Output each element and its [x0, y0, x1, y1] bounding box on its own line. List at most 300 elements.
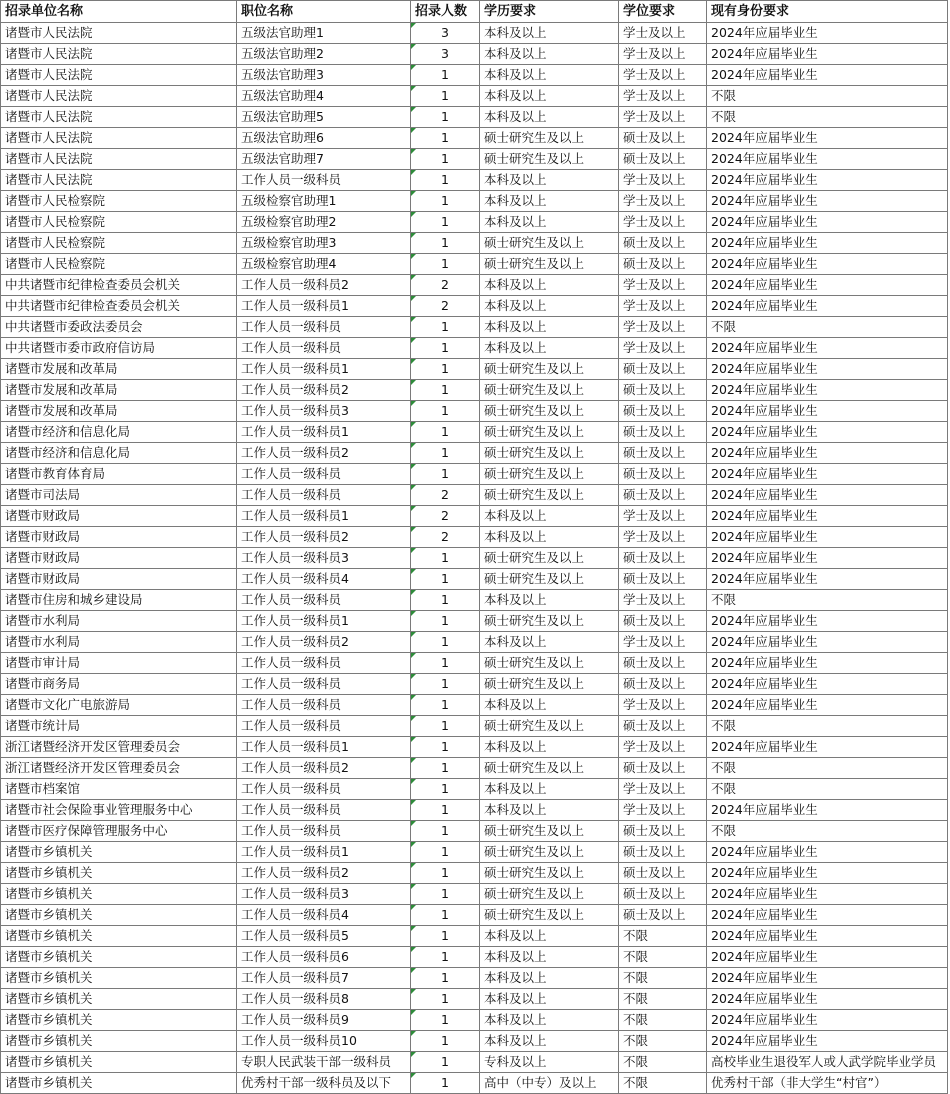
cell-degree[interactable]: 不限	[619, 989, 707, 1010]
cell-status[interactable]: 不限	[707, 107, 948, 128]
cell-position[interactable]: 工作人员一级科员1	[237, 737, 411, 758]
cell-position[interactable]: 工作人员一级科员5	[237, 926, 411, 947]
cell-unit[interactable]: 诸暨市乡镇机关	[1, 989, 237, 1010]
cell-degree[interactable]: 硕士及以上	[619, 443, 707, 464]
cell-position[interactable]: 五级检察官助理2	[237, 212, 411, 233]
cell-degree[interactable]: 学士及以上	[619, 107, 707, 128]
cell-education[interactable]: 本科及以上	[480, 317, 619, 338]
cell-position[interactable]: 工作人员一级科员8	[237, 989, 411, 1010]
cell-count[interactable]: 1	[411, 653, 480, 674]
cell-status[interactable]: 2024年应届毕业生	[707, 1010, 948, 1031]
cell-position[interactable]: 工作人员一级科员7	[237, 968, 411, 989]
cell-unit[interactable]: 诸暨市人民法院	[1, 128, 237, 149]
cell-unit[interactable]: 诸暨市发展和改革局	[1, 359, 237, 380]
cell-position[interactable]: 工作人员一级科员	[237, 653, 411, 674]
cell-unit[interactable]: 诸暨市人民法院	[1, 170, 237, 191]
cell-unit[interactable]: 诸暨市人民法院	[1, 149, 237, 170]
cell-count[interactable]: 1	[411, 800, 480, 821]
cell-status[interactable]: 2024年应届毕业生	[707, 23, 948, 44]
cell-status[interactable]: 不限	[707, 821, 948, 842]
cell-count[interactable]: 1	[411, 338, 480, 359]
cell-education[interactable]: 硕士研究生及以上	[480, 569, 619, 590]
cell-position[interactable]: 工作人员一级科员	[237, 800, 411, 821]
cell-degree[interactable]: 硕士及以上	[619, 128, 707, 149]
cell-degree[interactable]: 硕士及以上	[619, 611, 707, 632]
cell-position[interactable]: 工作人员一级科员1	[237, 611, 411, 632]
cell-count[interactable]: 1	[411, 464, 480, 485]
cell-status[interactable]: 2024年应届毕业生	[707, 401, 948, 422]
cell-count[interactable]: 1	[411, 149, 480, 170]
cell-position[interactable]: 五级法官助理1	[237, 23, 411, 44]
cell-degree[interactable]: 硕士及以上	[619, 569, 707, 590]
cell-education[interactable]: 硕士研究生及以上	[480, 716, 619, 737]
cell-status[interactable]: 2024年应届毕业生	[707, 380, 948, 401]
cell-position[interactable]: 工作人员一级科员1	[237, 296, 411, 317]
cell-status[interactable]: 高校毕业生退役军人或人武学院毕业学员	[707, 1052, 948, 1073]
cell-degree[interactable]: 学士及以上	[619, 338, 707, 359]
cell-count[interactable]: 1	[411, 905, 480, 926]
cell-unit[interactable]: 诸暨市人民法院	[1, 65, 237, 86]
cell-education[interactable]: 本科及以上	[480, 44, 619, 65]
cell-position[interactable]: 五级法官助理6	[237, 128, 411, 149]
cell-education[interactable]: 硕士研究生及以上	[480, 443, 619, 464]
cell-count[interactable]: 1	[411, 1052, 480, 1073]
cell-degree[interactable]: 学士及以上	[619, 590, 707, 611]
cell-count[interactable]: 1	[411, 317, 480, 338]
cell-position[interactable]: 工作人员一级科员4	[237, 569, 411, 590]
cell-unit[interactable]: 诸暨市财政局	[1, 548, 237, 569]
cell-count[interactable]: 1	[411, 254, 480, 275]
cell-status[interactable]: 2024年应届毕业生	[707, 863, 948, 884]
cell-count[interactable]: 1	[411, 947, 480, 968]
cell-degree[interactable]: 硕士及以上	[619, 233, 707, 254]
cell-unit[interactable]: 诸暨市人民法院	[1, 86, 237, 107]
cell-education[interactable]: 本科及以上	[480, 212, 619, 233]
cell-position[interactable]: 工作人员一级科员4	[237, 905, 411, 926]
cell-education[interactable]: 专科及以上	[480, 1052, 619, 1073]
cell-education[interactable]: 硕士研究生及以上	[480, 863, 619, 884]
cell-status[interactable]: 2024年应届毕业生	[707, 905, 948, 926]
cell-status[interactable]: 2024年应届毕业生	[707, 653, 948, 674]
header-degree[interactable]: 学位要求	[619, 1, 707, 23]
cell-unit[interactable]: 诸暨市乡镇机关	[1, 884, 237, 905]
cell-unit[interactable]: 浙江诸暨经济开发区管理委员会	[1, 737, 237, 758]
cell-position[interactable]: 工作人员一级科员	[237, 317, 411, 338]
cell-education[interactable]: 本科及以上	[480, 926, 619, 947]
cell-unit[interactable]: 中共诸暨市委市政府信访局	[1, 338, 237, 359]
cell-unit[interactable]: 诸暨市人民检察院	[1, 254, 237, 275]
cell-position[interactable]: 工作人员一级科员2	[237, 632, 411, 653]
cell-education[interactable]: 硕士研究生及以上	[480, 758, 619, 779]
cell-unit[interactable]: 诸暨市乡镇机关	[1, 905, 237, 926]
cell-education[interactable]: 硕士研究生及以上	[480, 842, 619, 863]
cell-unit[interactable]: 诸暨市文化广电旅游局	[1, 695, 237, 716]
cell-position[interactable]: 五级检察官助理4	[237, 254, 411, 275]
cell-position[interactable]: 工作人员一级科员	[237, 674, 411, 695]
cell-education[interactable]: 本科及以上	[480, 107, 619, 128]
cell-unit[interactable]: 诸暨市商务局	[1, 674, 237, 695]
cell-degree[interactable]: 硕士及以上	[619, 758, 707, 779]
cell-status[interactable]: 2024年应届毕业生	[707, 191, 948, 212]
cell-unit[interactable]: 诸暨市乡镇机关	[1, 968, 237, 989]
cell-status[interactable]: 2024年应届毕业生	[707, 65, 948, 86]
cell-degree[interactable]: 硕士及以上	[619, 548, 707, 569]
cell-education[interactable]: 本科及以上	[480, 968, 619, 989]
cell-degree[interactable]: 学士及以上	[619, 527, 707, 548]
cell-education[interactable]: 硕士研究生及以上	[480, 128, 619, 149]
cell-education[interactable]: 硕士研究生及以上	[480, 611, 619, 632]
cell-unit[interactable]: 诸暨市财政局	[1, 506, 237, 527]
cell-position[interactable]: 工作人员一级科员2	[237, 527, 411, 548]
cell-position[interactable]: 工作人员一级科员2	[237, 758, 411, 779]
cell-degree[interactable]: 硕士及以上	[619, 716, 707, 737]
cell-unit[interactable]: 诸暨市人民检察院	[1, 191, 237, 212]
cell-degree[interactable]: 学士及以上	[619, 65, 707, 86]
cell-count[interactable]: 2	[411, 527, 480, 548]
cell-position[interactable]: 工作人员一级科员1	[237, 422, 411, 443]
cell-degree[interactable]: 硕士及以上	[619, 254, 707, 275]
cell-degree[interactable]: 硕士及以上	[619, 149, 707, 170]
cell-status[interactable]: 优秀村干部（非大学生“村官”）	[707, 1073, 948, 1094]
cell-unit[interactable]: 中共诸暨市纪律检查委员会机关	[1, 275, 237, 296]
cell-unit[interactable]: 诸暨市发展和改革局	[1, 401, 237, 422]
cell-education[interactable]: 高中（中专）及以上	[480, 1073, 619, 1094]
cell-position[interactable]: 工作人员一级科员2	[237, 443, 411, 464]
cell-status[interactable]: 2024年应届毕业生	[707, 884, 948, 905]
cell-unit[interactable]: 诸暨市财政局	[1, 527, 237, 548]
cell-status[interactable]: 2024年应届毕业生	[707, 632, 948, 653]
cell-status[interactable]: 2024年应届毕业生	[707, 464, 948, 485]
cell-education[interactable]: 硕士研究生及以上	[480, 674, 619, 695]
cell-position[interactable]: 工作人员一级科员	[237, 485, 411, 506]
cell-status[interactable]: 2024年应届毕业生	[707, 842, 948, 863]
cell-position[interactable]: 工作人员一级科员10	[237, 1031, 411, 1052]
cell-status[interactable]: 2024年应届毕业生	[707, 128, 948, 149]
cell-position[interactable]: 五级法官助理5	[237, 107, 411, 128]
cell-count[interactable]: 2	[411, 275, 480, 296]
cell-unit[interactable]: 诸暨市水利局	[1, 611, 237, 632]
cell-status[interactable]: 2024年应届毕业生	[707, 485, 948, 506]
cell-count[interactable]: 1	[411, 107, 480, 128]
cell-degree[interactable]: 硕士及以上	[619, 422, 707, 443]
cell-status[interactable]: 2024年应届毕业生	[707, 527, 948, 548]
cell-position[interactable]: 工作人员一级科员2	[237, 863, 411, 884]
cell-unit[interactable]: 诸暨市档案馆	[1, 779, 237, 800]
cell-degree[interactable]: 学士及以上	[619, 191, 707, 212]
cell-degree[interactable]: 硕士及以上	[619, 842, 707, 863]
cell-education[interactable]: 本科及以上	[480, 65, 619, 86]
cell-degree[interactable]: 学士及以上	[619, 695, 707, 716]
cell-unit[interactable]: 中共诸暨市纪律检查委员会机关	[1, 296, 237, 317]
cell-unit[interactable]: 诸暨市教育体育局	[1, 464, 237, 485]
cell-count[interactable]: 1	[411, 779, 480, 800]
cell-degree[interactable]: 学士及以上	[619, 275, 707, 296]
header-unit[interactable]: 招录单位名称	[1, 1, 237, 23]
cell-degree[interactable]: 硕士及以上	[619, 863, 707, 884]
cell-education[interactable]: 硕士研究生及以上	[480, 380, 619, 401]
cell-count[interactable]: 1	[411, 233, 480, 254]
cell-count[interactable]: 1	[411, 884, 480, 905]
cell-position[interactable]: 工作人员一级科员	[237, 695, 411, 716]
cell-status[interactable]: 2024年应届毕业生	[707, 254, 948, 275]
cell-unit[interactable]: 诸暨市发展和改革局	[1, 380, 237, 401]
cell-count[interactable]: 1	[411, 716, 480, 737]
cell-position[interactable]: 工作人员一级科员9	[237, 1010, 411, 1031]
cell-education[interactable]: 硕士研究生及以上	[480, 254, 619, 275]
cell-count[interactable]: 1	[411, 1031, 480, 1052]
header-status[interactable]: 现有身份要求	[707, 1, 948, 23]
cell-unit[interactable]: 诸暨市水利局	[1, 632, 237, 653]
cell-unit[interactable]: 诸暨市人民法院	[1, 44, 237, 65]
cell-position[interactable]: 工作人员一级科员	[237, 338, 411, 359]
cell-unit[interactable]: 诸暨市乡镇机关	[1, 863, 237, 884]
cell-unit[interactable]: 中共诸暨市委政法委员会	[1, 317, 237, 338]
cell-status[interactable]: 2024年应届毕业生	[707, 338, 948, 359]
cell-status[interactable]: 2024年应届毕业生	[707, 296, 948, 317]
cell-position[interactable]: 工作人员一级科员1	[237, 359, 411, 380]
cell-count[interactable]: 1	[411, 926, 480, 947]
cell-status[interactable]: 2024年应届毕业生	[707, 674, 948, 695]
cell-degree[interactable]: 学士及以上	[619, 170, 707, 191]
cell-unit[interactable]: 诸暨市乡镇机关	[1, 947, 237, 968]
cell-education[interactable]: 本科及以上	[480, 1010, 619, 1031]
cell-count[interactable]: 1	[411, 863, 480, 884]
cell-degree[interactable]: 不限	[619, 1073, 707, 1094]
cell-count[interactable]: 1	[411, 401, 480, 422]
cell-count[interactable]: 1	[411, 65, 480, 86]
header-count[interactable]: 招录人数	[411, 1, 480, 23]
cell-degree[interactable]: 不限	[619, 968, 707, 989]
cell-unit[interactable]: 诸暨市乡镇机关	[1, 926, 237, 947]
cell-position[interactable]: 工作人员一级科员	[237, 779, 411, 800]
cell-education[interactable]: 本科及以上	[480, 506, 619, 527]
cell-count[interactable]: 1	[411, 443, 480, 464]
cell-status[interactable]: 2024年应届毕业生	[707, 737, 948, 758]
cell-degree[interactable]: 不限	[619, 926, 707, 947]
cell-education[interactable]: 本科及以上	[480, 947, 619, 968]
cell-unit[interactable]: 诸暨市乡镇机关	[1, 1031, 237, 1052]
cell-education[interactable]: 本科及以上	[480, 170, 619, 191]
cell-education[interactable]: 硕士研究生及以上	[480, 422, 619, 443]
cell-count[interactable]: 1	[411, 674, 480, 695]
cell-unit[interactable]: 诸暨市财政局	[1, 569, 237, 590]
cell-degree[interactable]: 学士及以上	[619, 779, 707, 800]
cell-education[interactable]: 本科及以上	[480, 527, 619, 548]
cell-count[interactable]: 1	[411, 569, 480, 590]
cell-count[interactable]: 1	[411, 590, 480, 611]
cell-degree[interactable]: 学士及以上	[619, 737, 707, 758]
cell-status[interactable]: 2024年应届毕业生	[707, 233, 948, 254]
cell-degree[interactable]: 学士及以上	[619, 800, 707, 821]
cell-unit[interactable]: 诸暨市司法局	[1, 485, 237, 506]
cell-count[interactable]: 1	[411, 737, 480, 758]
cell-unit[interactable]: 诸暨市统计局	[1, 716, 237, 737]
cell-count[interactable]: 1	[411, 128, 480, 149]
cell-degree[interactable]: 学士及以上	[619, 506, 707, 527]
cell-degree[interactable]: 学士及以上	[619, 212, 707, 233]
cell-position[interactable]: 工作人员一级科员	[237, 716, 411, 737]
cell-status[interactable]: 2024年应届毕业生	[707, 968, 948, 989]
cell-position[interactable]: 五级检察官助理3	[237, 233, 411, 254]
cell-degree[interactable]: 学士及以上	[619, 86, 707, 107]
cell-count[interactable]: 1	[411, 86, 480, 107]
cell-education[interactable]: 本科及以上	[480, 23, 619, 44]
cell-position[interactable]: 工作人员一级科员	[237, 821, 411, 842]
cell-unit[interactable]: 诸暨市医疗保障管理服务中心	[1, 821, 237, 842]
cell-degree[interactable]: 硕士及以上	[619, 485, 707, 506]
cell-unit[interactable]: 诸暨市人民检察院	[1, 233, 237, 254]
cell-education[interactable]: 本科及以上	[480, 695, 619, 716]
cell-status[interactable]: 2024年应届毕业生	[707, 506, 948, 527]
cell-unit[interactable]: 诸暨市人民法院	[1, 23, 237, 44]
cell-status[interactable]: 2024年应届毕业生	[707, 569, 948, 590]
cell-count[interactable]: 2	[411, 485, 480, 506]
cell-education[interactable]: 硕士研究生及以上	[480, 548, 619, 569]
cell-status[interactable]: 2024年应届毕业生	[707, 989, 948, 1010]
cell-education[interactable]: 本科及以上	[480, 275, 619, 296]
cell-position[interactable]: 工作人员一级科员1	[237, 842, 411, 863]
cell-position[interactable]: 五级法官助理7	[237, 149, 411, 170]
cell-position[interactable]: 优秀村干部一级科员及以下	[237, 1073, 411, 1094]
cell-degree[interactable]: 不限	[619, 947, 707, 968]
cell-degree[interactable]: 硕士及以上	[619, 464, 707, 485]
cell-education[interactable]: 本科及以上	[480, 338, 619, 359]
cell-position[interactable]: 五级法官助理4	[237, 86, 411, 107]
cell-position[interactable]: 五级检察官助理1	[237, 191, 411, 212]
cell-unit[interactable]: 诸暨市人民法院	[1, 107, 237, 128]
cell-degree[interactable]: 不限	[619, 1052, 707, 1073]
cell-education[interactable]: 硕士研究生及以上	[480, 233, 619, 254]
cell-count[interactable]: 1	[411, 821, 480, 842]
cell-degree[interactable]: 硕士及以上	[619, 821, 707, 842]
cell-count[interactable]: 1	[411, 191, 480, 212]
cell-count[interactable]: 2	[411, 296, 480, 317]
cell-degree[interactable]: 硕士及以上	[619, 674, 707, 695]
cell-status[interactable]: 2024年应届毕业生	[707, 611, 948, 632]
cell-degree[interactable]: 学士及以上	[619, 632, 707, 653]
cell-count[interactable]: 1	[411, 170, 480, 191]
cell-position[interactable]: 五级法官助理3	[237, 65, 411, 86]
cell-education[interactable]: 本科及以上	[480, 86, 619, 107]
cell-education[interactable]: 本科及以上	[480, 1031, 619, 1052]
cell-education[interactable]: 硕士研究生及以上	[480, 464, 619, 485]
cell-count[interactable]: 1	[411, 989, 480, 1010]
cell-count[interactable]: 1	[411, 758, 480, 779]
cell-status[interactable]: 2024年应届毕业生	[707, 695, 948, 716]
cell-status[interactable]: 2024年应届毕业生	[707, 170, 948, 191]
cell-count[interactable]: 1	[411, 422, 480, 443]
cell-count[interactable]: 1	[411, 632, 480, 653]
cell-status[interactable]: 2024年应届毕业生	[707, 359, 948, 380]
cell-education[interactable]: 硕士研究生及以上	[480, 905, 619, 926]
cell-status[interactable]: 2024年应届毕业生	[707, 926, 948, 947]
cell-degree[interactable]: 硕士及以上	[619, 359, 707, 380]
header-education[interactable]: 学历要求	[480, 1, 619, 23]
cell-position[interactable]: 工作人员一级科员3	[237, 548, 411, 569]
cell-position[interactable]: 工作人员一级科员2	[237, 275, 411, 296]
cell-degree[interactable]: 硕士及以上	[619, 905, 707, 926]
cell-status[interactable]: 2024年应届毕业生	[707, 149, 948, 170]
cell-count[interactable]: 1	[411, 1010, 480, 1031]
cell-unit[interactable]: 诸暨市住房和城乡建设局	[1, 590, 237, 611]
cell-status[interactable]: 2024年应届毕业生	[707, 443, 948, 464]
cell-position[interactable]: 工作人员一级科员6	[237, 947, 411, 968]
cell-unit[interactable]: 诸暨市人民检察院	[1, 212, 237, 233]
cell-unit[interactable]: 诸暨市审计局	[1, 653, 237, 674]
cell-education[interactable]: 本科及以上	[480, 632, 619, 653]
cell-status[interactable]: 2024年应届毕业生	[707, 44, 948, 65]
cell-degree[interactable]: 学士及以上	[619, 317, 707, 338]
cell-position[interactable]: 专职人民武装干部一级科员	[237, 1052, 411, 1073]
cell-status[interactable]: 不限	[707, 716, 948, 737]
cell-unit[interactable]: 诸暨市乡镇机关	[1, 1052, 237, 1073]
cell-status[interactable]: 不限	[707, 317, 948, 338]
cell-count[interactable]: 3	[411, 44, 480, 65]
cell-position[interactable]: 工作人员一级科员3	[237, 401, 411, 422]
cell-status[interactable]: 2024年应届毕业生	[707, 275, 948, 296]
header-position[interactable]: 职位名称	[237, 1, 411, 23]
cell-education[interactable]: 本科及以上	[480, 989, 619, 1010]
cell-status[interactable]: 2024年应届毕业生	[707, 548, 948, 569]
cell-count[interactable]: 1	[411, 212, 480, 233]
cell-unit[interactable]: 诸暨市乡镇机关	[1, 842, 237, 863]
cell-status[interactable]: 2024年应届毕业生	[707, 212, 948, 233]
cell-position[interactable]: 工作人员一级科员1	[237, 506, 411, 527]
cell-count[interactable]: 1	[411, 548, 480, 569]
cell-education[interactable]: 硕士研究生及以上	[480, 821, 619, 842]
cell-count[interactable]: 3	[411, 23, 480, 44]
cell-unit[interactable]: 诸暨市乡镇机关	[1, 1010, 237, 1031]
cell-position[interactable]: 工作人员一级科员	[237, 590, 411, 611]
cell-unit[interactable]: 诸暨市社会保险事业管理服务中心	[1, 800, 237, 821]
cell-education[interactable]: 本科及以上	[480, 779, 619, 800]
cell-education[interactable]: 硕士研究生及以上	[480, 485, 619, 506]
cell-status[interactable]: 不限	[707, 779, 948, 800]
cell-position[interactable]: 五级法官助理2	[237, 44, 411, 65]
cell-unit[interactable]: 浙江诸暨经济开发区管理委员会	[1, 758, 237, 779]
cell-status[interactable]: 不限	[707, 758, 948, 779]
cell-degree[interactable]: 学士及以上	[619, 44, 707, 65]
cell-position[interactable]: 工作人员一级科员	[237, 170, 411, 191]
cell-unit[interactable]: 诸暨市经济和信息化局	[1, 443, 237, 464]
cell-status[interactable]: 不限	[707, 86, 948, 107]
cell-position[interactable]: 工作人员一级科员2	[237, 380, 411, 401]
cell-education[interactable]: 本科及以上	[480, 800, 619, 821]
cell-education[interactable]: 硕士研究生及以上	[480, 401, 619, 422]
cell-degree[interactable]: 硕士及以上	[619, 653, 707, 674]
cell-count[interactable]: 1	[411, 380, 480, 401]
cell-degree[interactable]: 学士及以上	[619, 296, 707, 317]
cell-education[interactable]: 本科及以上	[480, 296, 619, 317]
cell-status[interactable]: 不限	[707, 590, 948, 611]
cell-degree[interactable]: 不限	[619, 1031, 707, 1052]
cell-count[interactable]: 1	[411, 359, 480, 380]
cell-education[interactable]: 硕士研究生及以上	[480, 359, 619, 380]
cell-count[interactable]: 1	[411, 842, 480, 863]
cell-degree[interactable]: 学士及以上	[619, 23, 707, 44]
cell-unit[interactable]: 诸暨市乡镇机关	[1, 1073, 237, 1094]
cell-unit[interactable]: 诸暨市经济和信息化局	[1, 422, 237, 443]
cell-status[interactable]: 2024年应届毕业生	[707, 1031, 948, 1052]
cell-education[interactable]: 硕士研究生及以上	[480, 149, 619, 170]
cell-degree[interactable]: 硕士及以上	[619, 401, 707, 422]
cell-position[interactable]: 工作人员一级科员	[237, 464, 411, 485]
cell-degree[interactable]: 硕士及以上	[619, 884, 707, 905]
cell-status[interactable]: 2024年应届毕业生	[707, 947, 948, 968]
cell-count[interactable]: 2	[411, 506, 480, 527]
cell-education[interactable]: 硕士研究生及以上	[480, 884, 619, 905]
cell-status[interactable]: 2024年应届毕业生	[707, 422, 948, 443]
